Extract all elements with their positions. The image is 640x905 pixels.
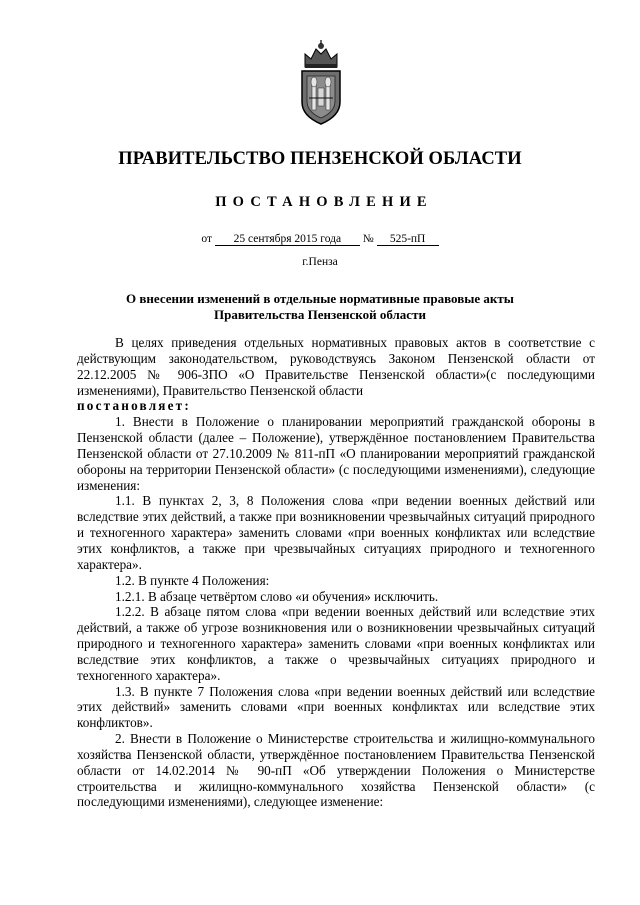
body-paragraph: 1.3. В пункте 7 Положения слова «при ведении военных действий или вследствие этих действий» заменить словами «при военных конфликтах или вследствие этих конфликтов». (77, 683, 595, 731)
date-number-line (0, 233, 640, 246)
body-paragraph: 1.1. В пунктах 2, 3, 8 Положения слова «при ведении военных действий или вследствие этих действий, а также при возникновении чрезвычайных ситуаций природного и техногенного характера» заменить словами «при военных конфликтах или вследствие этих конфликтов, а также при чрезвычайных ситуациях природного и техногенного характера». (77, 493, 595, 572)
document-subject: О внесении изменений в отдельные нормативные правовые акты Правительства Пензенской области (126, 291, 514, 322)
preamble-paragraph: В целях приведения отдельных нормативных правовых актов в соответствие с действующим законодательством, руководствуясь Законом Пензенской области от 22.12.2005 № 906-ЗПО «О Правительстве Пензенской области»(с последующими изменениями), Правительство Пензенской области (77, 335, 595, 398)
city-name: г.Пенза (302, 256, 338, 268)
body-paragraph: 1. Внести в Положение о планировании мероприятий гражданской обороны в Пензенской области (далее – Положение), утверждённое постановлением Правительства Пензенской области от 27.10.2009 № 811-пП «О планировании мероприятий гражданской обороны на территории Пензенской области» (с последующими изменениями), следующие изменения: (77, 414, 595, 493)
resolves-word: постановляет: (77, 398, 191, 414)
document-date: 25 сентября 2015 года (215, 233, 360, 246)
body-paragraph: 1.2. В пункте 4 Положения: (115, 572, 270, 588)
document-body (77, 335, 595, 810)
organization-title: ПРАВИТЕЛЬСТВО ПЕНЗЕНСКОЙ ОБЛАСТИ (118, 149, 522, 169)
body-paragraph: 1.2.2. В абзаце пятом слова «при ведении военных действий или вследствие этих действий, а также об угрозе возникновения или о возникновении чрезвычайных ситуаций природного и техногенного характера» заменить словами «при военных конфликтах или вследствие этих конфликтов, а также о чрезвычайных ситуациях природного и техногенного характера». (77, 604, 595, 683)
body-paragraph: 2. Внести в Положение о Министерстве строительства и жилищно-коммунального хозяйства Пензенской области, утверждённое постановлением Правительства Пензенской области от 14.02.2014 № 90-пП «Об утверждении Положения о Министерстве строительства и жилищно-коммунального хозяйства Пензенской области» (с последующими изменениями), следующее изменение: (77, 731, 595, 810)
coat-of-arms-icon (297, 40, 345, 126)
body-paragraph: 1.2.1. В абзаце четвёртом слово «и обучения» исключить. (115, 588, 439, 604)
number-prefix: № (362, 233, 374, 245)
document-number: 525-пП (377, 233, 439, 246)
date-prefix: от (201, 233, 212, 245)
document-type-title: ПОСТАНОВЛЕНИЕ (215, 194, 433, 210)
resolves-line (77, 398, 595, 414)
